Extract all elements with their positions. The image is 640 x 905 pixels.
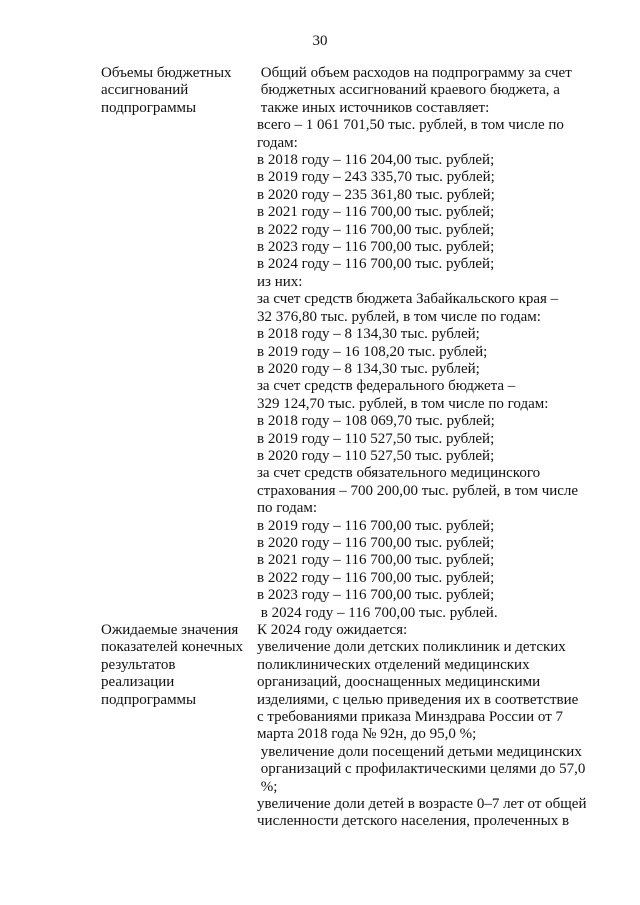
content-line: К 2024 году ожидается:	[257, 622, 408, 638]
content-line: в 2020 году – 110 527,50 тыс. рублей;	[257, 447, 495, 464]
content-line: за счет средств федерального бюджета –	[257, 378, 516, 395]
label-line: реализации	[101, 674, 175, 691]
content-line: в 2024 году – 116 700,00 тыс. рублей.	[257, 604, 498, 621]
expected-results-label	[101, 622, 251, 709]
content-line: в 2018 году – 116 204,00 тыс. рублей;	[257, 152, 495, 169]
content-line: в 2018 году – 108 069,70 тыс. рублей;	[257, 413, 495, 430]
content-line: в 2024 году – 116 700,00 тыс. рублей;	[257, 256, 495, 273]
content-line: увеличение доли детей в возрасте 0–7 лет от общей	[257, 796, 587, 813]
content-line: в 2020 году – 235 361,80 тыс. рублей;	[257, 186, 495, 203]
content-line: в 2018 году – 8 134,30 тыс. рублей;	[257, 326, 480, 343]
content-line: организаций с профилактическими целями до 57,0	[257, 761, 586, 778]
label-line: подпрограммы	[101, 99, 197, 116]
content-line: 32 376,80 тыс. рублей, в том числе по годам:	[257, 308, 541, 325]
content-line: организаций, дооснащенных медицинскими	[257, 674, 541, 691]
content-line: в 2022 году – 116 700,00 тыс. рублей;	[257, 221, 495, 238]
content-line: марта 2018 года № 92н, до 95,0 %;	[257, 726, 477, 743]
content-line: увеличение доли детских поликлиник и детских	[257, 639, 566, 656]
content-line: в 2019 году – 110 527,50 тыс. рублей;	[257, 430, 495, 447]
content-line: всего – 1 061 701,50 тыс. рублей, в том числе по	[257, 117, 564, 134]
content-line: в 2019 году – 16 108,20 тыс. рублей;	[257, 343, 488, 360]
content-line: в 2021 году – 116 700,00 тыс. рублей;	[257, 552, 495, 569]
content-line: страхования – 700 200,00 тыс. рублей, в том числе	[257, 482, 579, 499]
label-line: Объемы бюджетных	[101, 65, 232, 81]
content-line: в 2019 году – 116 700,00 тыс. рублей;	[257, 517, 495, 534]
content-line: численности детского населения, пролеченных в	[257, 813, 570, 830]
content-line: 329 124,70 тыс. рублей, в том числе по годам:	[257, 395, 549, 412]
content-line: в 2023 году – 116 700,00 тыс. рублей;	[257, 587, 495, 604]
label-line: Ожидаемые значения	[101, 622, 239, 638]
page-number: 30	[312, 33, 328, 49]
expected-results-content	[257, 622, 607, 831]
content-line: в 2019 году – 243 335,70 тыс. рублей;	[257, 169, 495, 186]
content-line: в 2022 году – 116 700,00 тыс. рублей;	[257, 569, 495, 586]
content-line: %;	[257, 778, 278, 795]
content-line: по годам:	[257, 500, 318, 517]
content-line: в 2020 году – 116 700,00 тыс. рублей;	[257, 534, 495, 551]
content-line: с требованиями приказа Минздрава России от 7	[257, 709, 564, 726]
content-line: Общий объем расходов на подпрограмму за счет	[257, 65, 572, 81]
label-line: показателей конечных	[101, 639, 244, 656]
content-line: годам:	[257, 134, 298, 151]
content-line: за счет средств обязательного медицинского	[257, 465, 541, 482]
content-line: за счет средств бюджета Забайкальского края –	[257, 291, 559, 308]
label-line: подпрограммы	[101, 691, 197, 708]
content-line: из них:	[257, 273, 303, 290]
content-line: изделиями, с целью приведения их в соответствие	[257, 691, 579, 708]
content-line: также иных источников составляет:	[257, 99, 490, 116]
content-line: поликлинических отделений медицинских	[257, 656, 530, 673]
content-line: бюджетных ассигнований краевого бюджета, а	[257, 82, 560, 99]
budget-allocation-content	[257, 65, 607, 622]
content-line: увеличение доли посещений детьми медицинских	[257, 743, 582, 760]
label-line: ассигнований	[101, 82, 189, 99]
content-line: в 2020 году – 8 134,30 тыс. рублей;	[257, 360, 480, 377]
content-line: в 2021 году – 116 700,00 тыс. рублей;	[257, 204, 495, 221]
budget-allocation-label	[101, 65, 251, 117]
label-line: результатов	[101, 656, 176, 673]
content-line: в 2023 году – 116 700,00 тыс. рублей;	[257, 239, 495, 256]
